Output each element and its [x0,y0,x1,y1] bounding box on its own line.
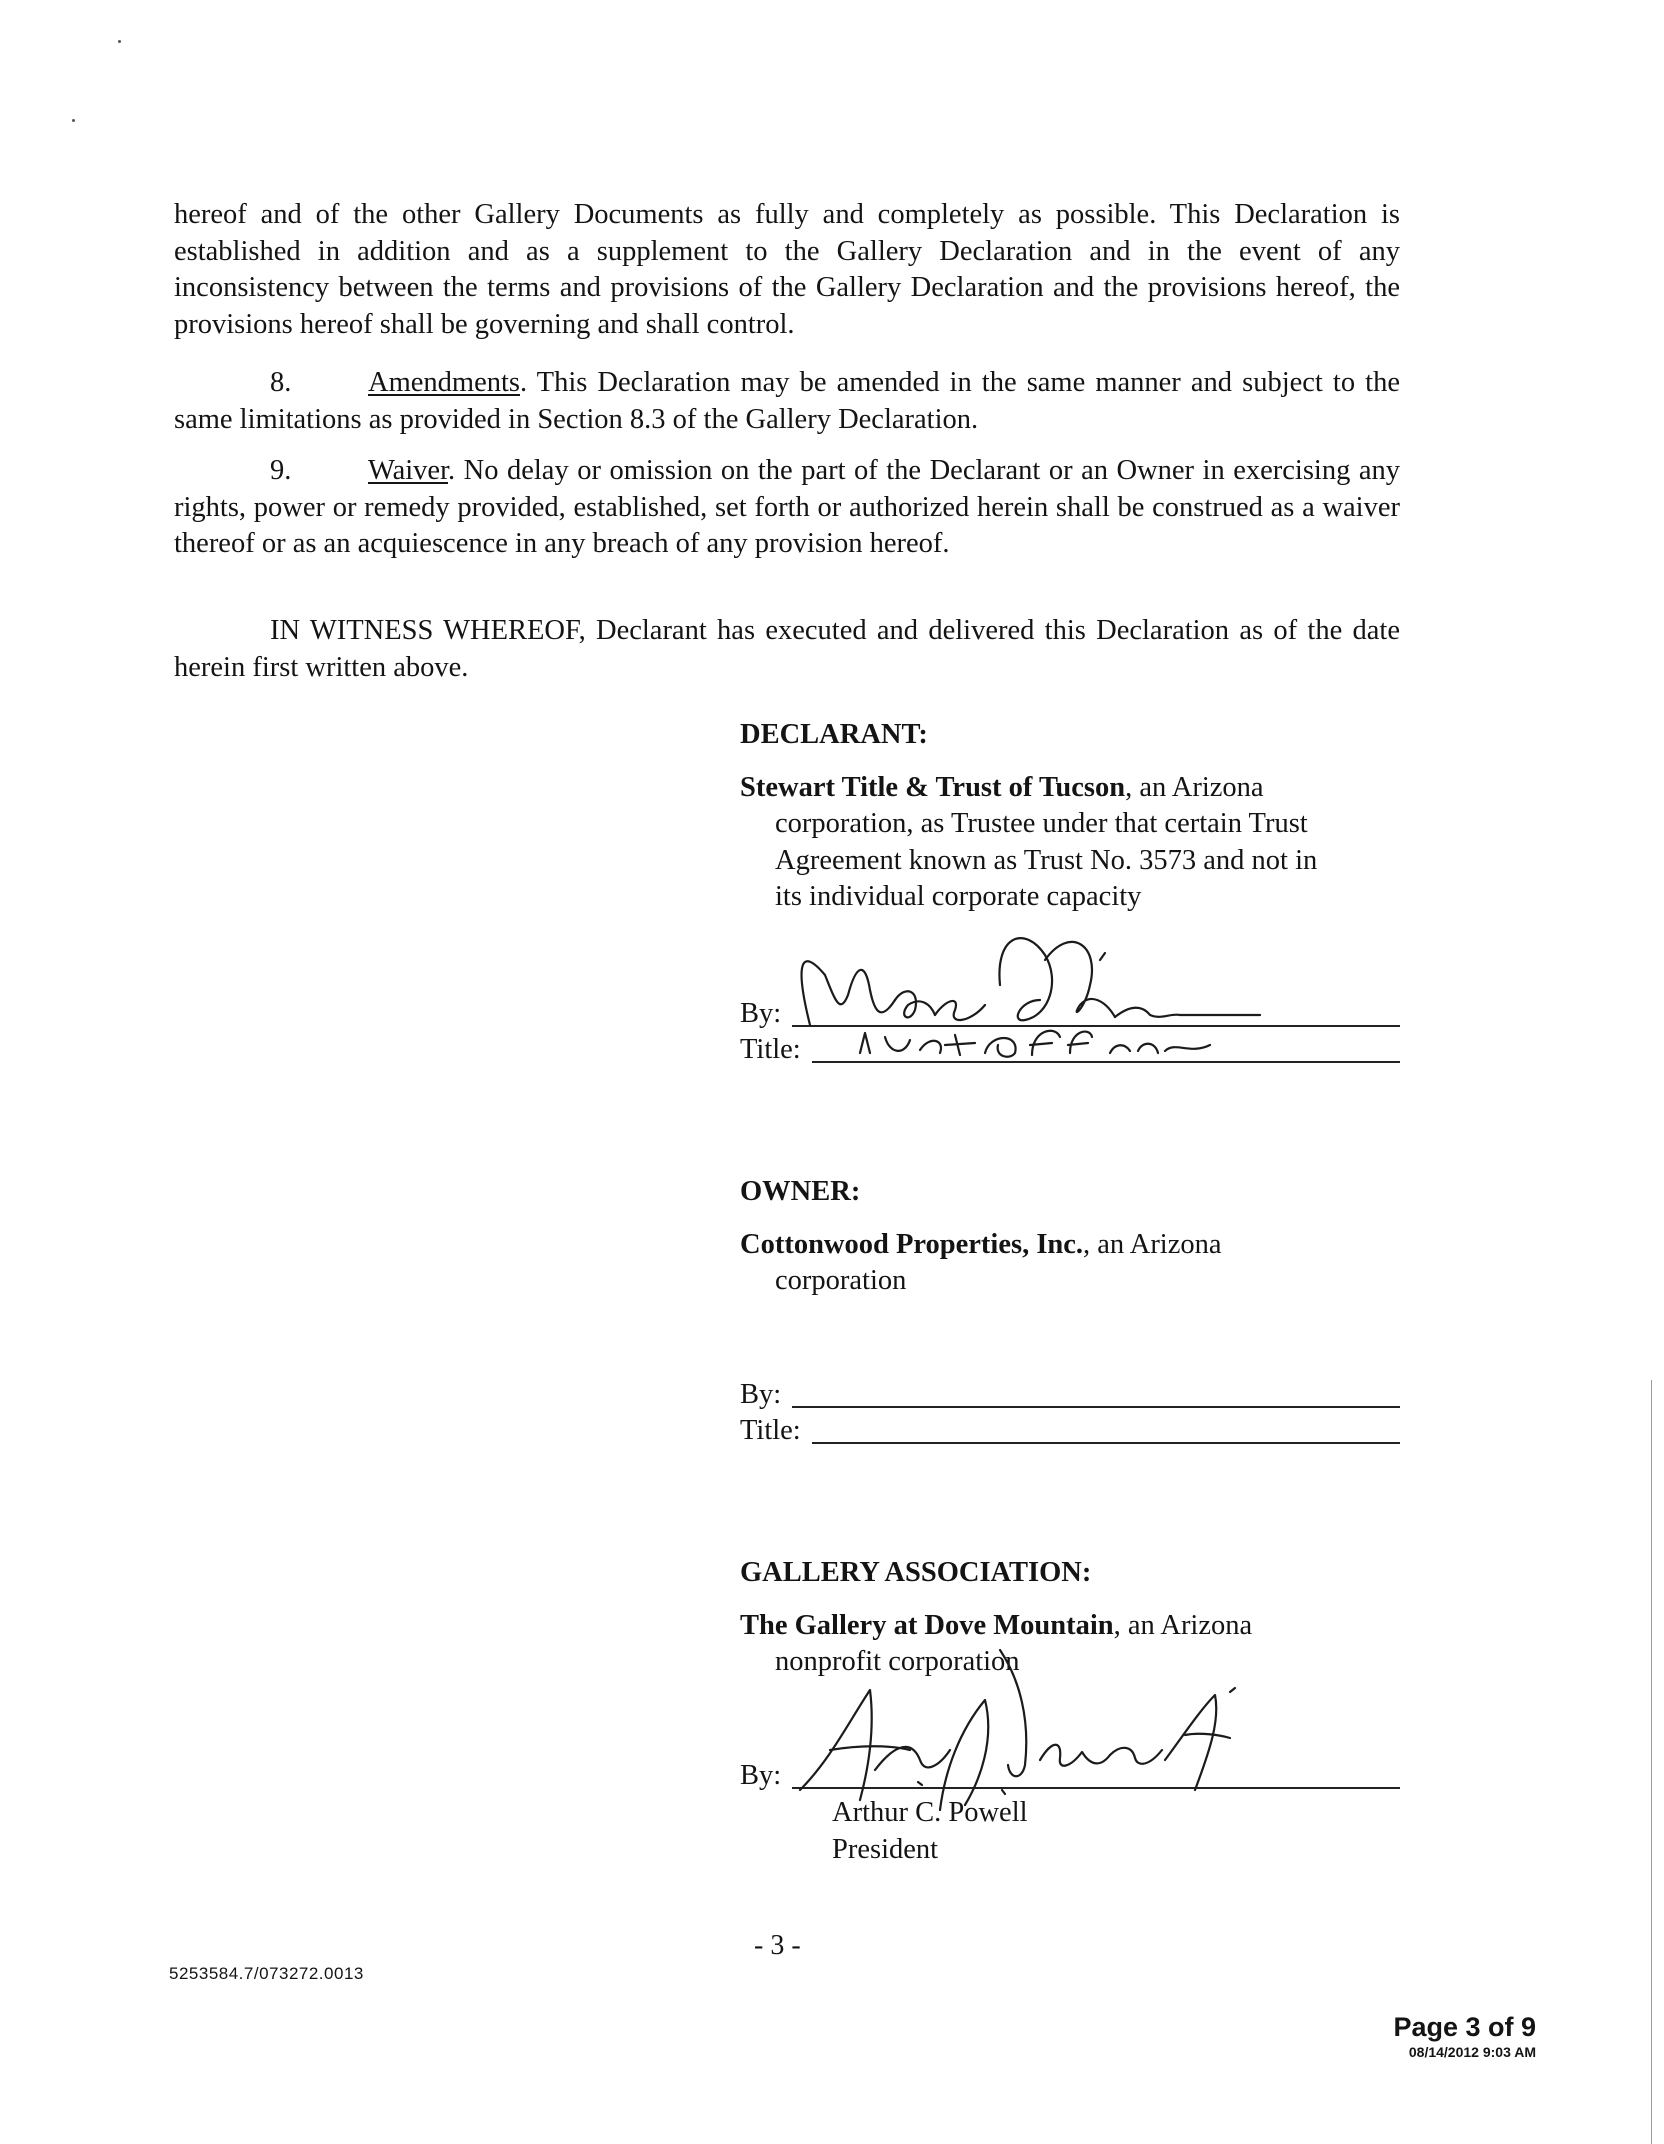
declarant-block [740,717,1420,916]
gallery-association-signature [790,1640,1290,1820]
owner-title-label: Title: [740,1415,801,1446]
section-9-text: . No delay or omission on the part of the Declarant or an Owner in exercising any rights, power or remedy provided, established, set forth or authorized herein shall be construed as a waiver thereof or as an acquiescence in any breach of any provision hereof. [174,455,1400,559]
declarant-entity-name: Stewart Title & Trust of Tucson [740,771,1126,803]
owner-entity-line: corporation [775,1265,907,1296]
page-number: - 3 - [754,1930,801,1961]
gallery-association-by-label: By: [740,1760,782,1791]
section-8-heading: Amendments [368,367,520,398]
recording-datetime-stamp: 08/14/2012 9:03 AM [1408,2044,1536,2060]
declarant-signature [770,905,1290,1075]
section-9-paragraph [174,453,1400,563]
declarant-by-label: By: [740,998,782,1029]
declarant-entity-line: Agreement known as Trust No. 3573 and not in [775,844,1318,876]
witness-paragraph: IN WITNESS WHEREOF, Declarant has executed and delivered this Declaration as of the date herein first written above. [174,615,1400,683]
owner-entity-rest: , an Arizona [1083,1228,1222,1260]
owner-entity [740,1227,1420,1264]
document-id: 5253584.7/073272.0013 [169,1964,364,1983]
owner-entity-name: Cottonwood Properties, Inc. [740,1228,1084,1260]
section-9-number: 9. [270,455,292,486]
scan-speck [118,40,121,43]
declarant-title-label: Title: [740,1034,801,1065]
owner-by-line [792,1406,1400,1408]
declarant-entity-rest: , an Arizona [1125,771,1264,803]
recording-page-stamp: Page 3 of 9 [1393,2012,1536,2042]
gallery-association-heading: GALLERY ASSOCIATION: [740,1557,1092,1588]
gallery-association-entity-rest: , an Arizona [1113,1609,1253,1641]
section-8-text: . This Declaration may be amended in the same manner and subject to the same limitations as provided in Section 8.3 of the Gallery Declaration. [174,367,1400,435]
scan-speck [72,119,75,122]
owner-by-label: By: [740,1379,782,1410]
section-8-paragraph [174,365,1400,438]
declarant-heading: DECLARANT: [740,719,928,750]
section-9-heading: Waiver [368,455,449,486]
declarant-entity [740,770,1420,807]
gallery-association-entity-name: The Gallery at Dove Mountain [740,1609,1114,1641]
owner-heading: OWNER: [740,1176,861,1207]
gallery-association-signer-name: Arthur C. Powell [832,1797,1028,1828]
gallery-association-signer-title: President [832,1834,939,1865]
gallery-association-entity [740,1608,1420,1645]
owner-block [740,1174,1420,1300]
section-8-number: 8. [270,367,292,398]
gallery-association-entity-line: nonprofit corporation [775,1646,1020,1677]
declarant-entity-line: its individual corporate capacity [775,881,1142,912]
owner-title-line [812,1442,1400,1444]
declarant-entity-line: corporation, as Trustee under that certain Trust [775,808,1308,839]
scan-edge-line [1651,1380,1652,2144]
continuation-paragraph: hereof and of the other Gallery Documents as fully and completely as possible. This Declaration is established in addition and as a supplement to the Gallery Declaration and in the event of any inconsistency between the terms and provisions of the Gallery Declaration and the provisions hereof, the provisions hereof shall be governing and shall control. [174,199,1400,340]
